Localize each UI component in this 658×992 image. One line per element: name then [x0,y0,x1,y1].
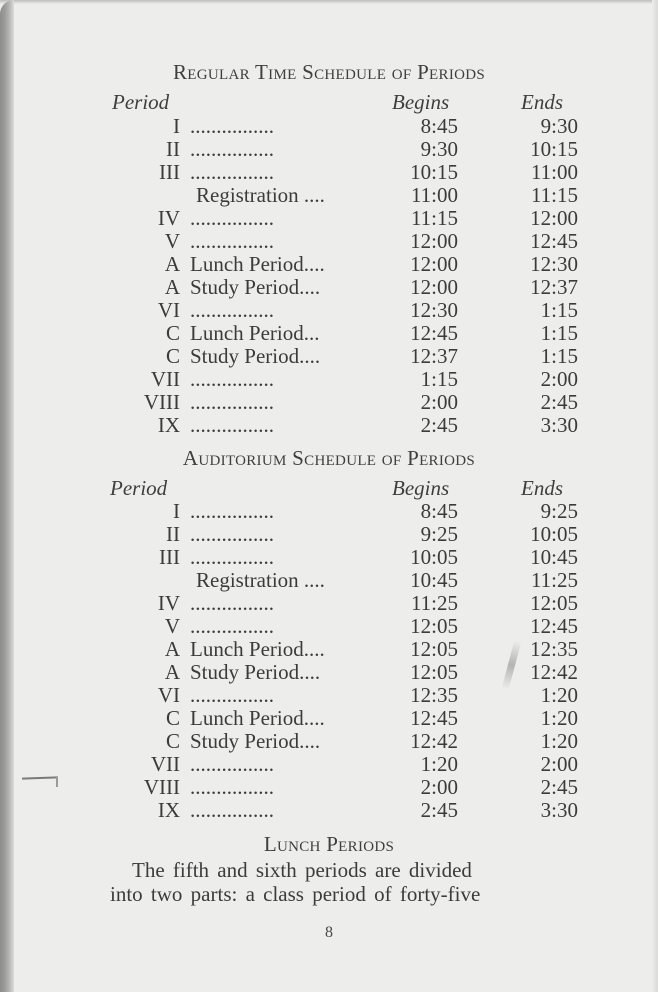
begin-time: 12:05 [410,637,458,661]
schedule-row [0,368,658,391]
end-time: 2:45 [540,775,578,799]
period-label: III [159,545,180,569]
period-label: C [165,344,180,368]
schedule-row [0,138,658,161]
begin-time: 1:20 [420,752,458,776]
period-description: ................ [190,115,274,138]
begin-time: 2:45 [420,413,458,437]
begin-time: 2:00 [420,390,458,414]
period-label: IX [157,798,180,822]
period-description: Lunch Period... [190,322,320,345]
begin-time: 11:25 [410,591,458,615]
period-description: Lunch Period.... [190,253,325,276]
end-time: 11:25 [530,568,578,592]
begin-time: 10:45 [410,568,458,592]
period-description: Lunch Period.... [190,638,325,661]
regular-schedule-title: Regular Time Schedule of Periods [172,60,486,84]
page-number: 8 [325,924,333,941]
begin-time: 12:45 [410,321,458,345]
regular-col-period: Period [112,90,170,114]
period-description: ................ [190,138,274,161]
period-label: VIII [143,390,180,414]
schedule-row [0,730,658,753]
schedule-row [0,638,658,661]
end-time: 1:15 [540,298,578,322]
schedule-row [0,753,658,776]
period-label: VI [157,298,180,322]
period-description: ................ [190,592,274,615]
end-time: 12:30 [530,252,578,276]
schedule-row [0,776,658,799]
auditorium-col-ends: Ends [521,476,563,500]
period-label: C [165,729,180,753]
end-time: 1:15 [540,321,578,345]
period-label: II [166,137,180,161]
begin-time: 12:00 [410,275,458,299]
period-label: VII [150,752,180,776]
paragraph-line: into two parts: a class period of forty-five [110,882,481,906]
regular-col-begins: Begins [392,90,450,114]
schedule-row [0,684,658,707]
begin-time: 12:37 [410,344,458,368]
end-time: 10:45 [530,545,578,569]
paragraph-line: The fifth and sixth periods are divided [132,858,472,882]
begin-time: 8:45 [420,114,458,138]
begin-time: 12:00 [410,252,458,276]
period-description: ................ [190,500,274,523]
begin-time: 2:00 [420,775,458,799]
period-label: IV [157,206,180,230]
schedule-row [0,414,658,437]
end-time: 9:25 [540,499,578,523]
period-description: Study Period.... [190,345,321,368]
schedule-row [0,569,658,592]
schedule-row [0,253,658,276]
auditorium-schedule-title: Auditorium Schedule of Periods [182,446,476,470]
period-description: ................ [190,753,274,776]
begin-time: 12:00 [410,229,458,253]
period-label: V [164,229,180,253]
period-label: C [165,321,180,345]
schedule-row [0,661,658,684]
period-description: ................ [190,391,274,414]
begin-time: 11:15 [410,206,458,230]
end-time: 12:00 [530,206,578,230]
period-label: A [164,637,180,661]
begin-time: 10:05 [410,545,458,569]
period-label: VI [157,683,180,707]
begin-time: 9:30 [420,137,458,161]
begin-time: 8:45 [420,499,458,523]
period-label: IX [157,413,180,437]
auditorium-col-begins: Begins [392,476,450,500]
end-time: 11:15 [530,183,578,207]
end-time: 12:37 [530,275,578,299]
schedule-row [0,799,658,822]
schedule-row [0,615,658,638]
period-description: Lunch Period.... [190,707,325,730]
period-description: ................ [190,368,274,391]
period-description: Study Period.... [190,661,321,684]
lunch-periods-paragraph [110,858,575,906]
schedule-row [0,322,658,345]
period-description: ................ [190,684,274,707]
begin-time: 12:05 [410,614,458,638]
schedule-row [0,276,658,299]
period-description: ................ [190,230,274,253]
page-edge-top [0,0,658,4]
period-description: ................ [190,615,274,638]
period-label: A [164,252,180,276]
auditorium-schedule-table [0,500,658,822]
period-label: VIII [143,775,180,799]
begin-time: 9:25 [420,522,458,546]
period-label: I [173,114,180,138]
end-time: 12:42 [530,660,578,684]
auditorium-col-period: Period [110,476,168,500]
schedule-row [0,345,658,368]
period-description: Registration .... [196,184,325,207]
begin-time: 1:15 [420,367,458,391]
period-description: ................ [190,414,274,437]
end-time: 3:30 [540,413,578,437]
period-label: V [164,614,180,638]
period-label: II [166,522,180,546]
schedule-row [0,500,658,523]
end-time: 12:45 [530,614,578,638]
period-label: C [165,706,180,730]
begin-time: 12:30 [410,298,458,322]
schedule-row [0,161,658,184]
period-description: ................ [190,776,274,799]
begin-time: 12:45 [410,706,458,730]
period-label: III [159,160,180,184]
regular-col-ends: Ends [521,90,563,114]
period-label: A [164,275,180,299]
end-time: 12:05 [530,591,578,615]
end-time: 12:45 [530,229,578,253]
end-time: 1:15 [540,344,578,368]
begin-time: 11:00 [410,183,458,207]
schedule-row [0,207,658,230]
period-label: A [164,660,180,684]
begin-time: 12:42 [410,729,458,753]
schedule-row [0,523,658,546]
end-time: 10:15 [530,137,578,161]
schedule-row [0,391,658,414]
period-description: Study Period.... [190,730,321,753]
end-time: 9:30 [540,114,578,138]
end-time: 11:00 [530,160,578,184]
schedule-row [0,230,658,253]
period-description: Study Period.... [190,276,321,299]
end-time: 12:35 [530,637,578,661]
end-time: 1:20 [540,729,578,753]
end-time: 10:05 [530,522,578,546]
end-time: 3:30 [540,798,578,822]
schedule-row [0,546,658,569]
end-time: 2:00 [540,752,578,776]
period-description: Registration .... [196,569,325,592]
schedule-row [0,299,658,322]
regular-schedule-table [0,115,658,437]
lunch-periods-title: Lunch Periods [263,832,395,856]
schedule-row [0,184,658,207]
period-label: VII [150,367,180,391]
period-description: ................ [190,523,274,546]
period-label: IV [157,591,180,615]
end-time: 2:45 [540,390,578,414]
end-time: 1:20 [540,683,578,707]
end-time: 2:00 [540,367,578,391]
period-description: ................ [190,161,274,184]
period-description: ................ [190,299,274,322]
schedule-row [0,592,658,615]
begin-time: 12:35 [410,683,458,707]
schedule-row [0,115,658,138]
schedule-row [0,707,658,730]
begin-time: 10:15 [410,160,458,184]
begin-time: 2:45 [420,798,458,822]
period-label: I [173,499,180,523]
period-description: ................ [190,799,274,822]
period-description: ................ [190,546,274,569]
end-time: 1:20 [540,706,578,730]
period-description: ................ [190,207,274,230]
begin-time: 12:05 [410,660,458,684]
